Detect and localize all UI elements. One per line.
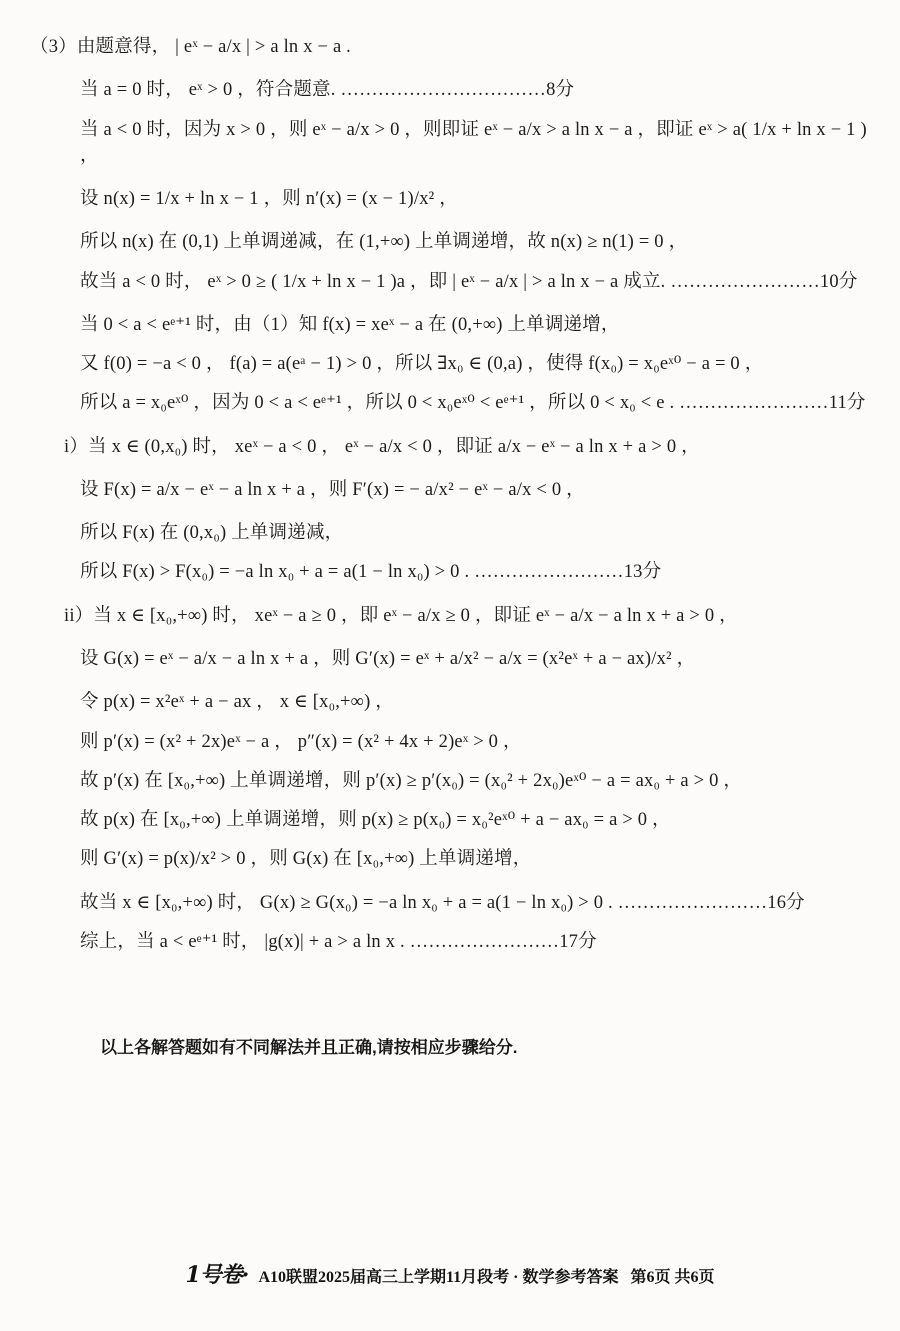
solution-line: 故 p(x) 在 [x₀,+∞) 上单调递增，则 p(x) ≥ p(x₀) = x₀²eˣ⁰ + a − ax₀ = a > 0 ， bbox=[80, 810, 671, 831]
brand-logo: 1号卷· bbox=[185, 1262, 249, 1288]
solution-line: 当 0 < a < eᵉ⁺¹ 时，由（1）知 f(x) = xeˣ − a 在 (0,+∞) 上单调递增， bbox=[80, 314, 620, 335]
solution-line: 所以 a = x₀eˣ⁰ ，因为 0 < a < eᵉ⁺¹ ，所以 0 < x₀eˣ⁰ < eᵉ⁺¹ ，所以 0 < x₀ < e . ……………………11分 bbox=[80, 393, 866, 414]
solution-line: 设 G(x) = eˣ − a/x − a ln x + a ，则 G′(x) = eˣ + a/x² − a/x = (x²eˣ + a − ax)/x² ， bbox=[80, 648, 696, 669]
solution-line: 又 f(0) = −a < 0 ， f(a) = a(eᵃ − 1) > 0 ，所以 ∃x₀ ∈ (0,a) ，使得 f(x₀) = x₀eˣ⁰ − a = 0 ， bbox=[80, 354, 764, 375]
solution-line: 当 a < 0 时，因为 x > 0 ，则 eˣ − a/x > 0 ，则即证 eˣ − a/x > a ln x − a ，即证 eˣ > a( 1/x + ln x − 1 ) ， bbox=[80, 119, 867, 166]
solution-line: 所以 n(x) 在 (0,1) 上单调递减，在 (1,+∞) 上单调递增，故 n(x) ≥ n(1) = 0 ， bbox=[80, 232, 688, 253]
solution-line: 当 a = 0 时， eˣ > 0 ，符合题意. ……………………………8分 bbox=[80, 80, 575, 101]
solution-line: 故当 a < 0 时， eˣ > 0 ≥ ( 1/x + ln x − 1 )a ，即 | eˣ − a/x | > a ln x − a 成立. ……………………10分 bbox=[80, 271, 858, 292]
solution-line: 故当 x ∈ [x₀,+∞) 时， G(x) ≥ G(x₀) = −a ln x₀ + a = a(1 − ln x₀) > 0 . ……………………16分 bbox=[80, 892, 805, 913]
solution-line: i）当 x ∈ (0,x₀) 时， xeˣ − a < 0 ， eˣ − a/x < 0 ，即证 a/x − eˣ − a ln x + a > 0 ， bbox=[64, 436, 700, 457]
solution-line: （3）由题意得， | eˣ − a/x | > a ln x − a . bbox=[30, 37, 352, 57]
page-footer bbox=[0, 1258, 900, 1289]
solution-line: 设 n(x) = 1/x + ln x − 1 ，则 n′(x) = (x − 1)/x² ， bbox=[80, 189, 458, 210]
solution-content bbox=[30, 34, 872, 968]
solution-line: 所以 F(x) 在 (0,x₀) 上单调递减， bbox=[80, 523, 344, 544]
solution-line: 则 p′(x) = (x² + 2x)eˣ − a ， p″(x) = (x² + 4x + 2)eˣ > 0 ， bbox=[80, 731, 522, 752]
solution-line: 所以 F(x) > F(x₀) = −a ln x₀ + a = a(1 − ln x₀) > 0 . ……………………13分 bbox=[80, 562, 662, 583]
solution-line: 故 p′(x) 在 [x₀,+∞) 上单调递增，则 p′(x) ≥ p′(x₀) = (x₀² + 2x₀)eˣ⁰ − a = ax₀ + a > 0 ， bbox=[80, 770, 743, 791]
footer-title: A10联盟2025届高三上学期11月段考 · 数学参考答案 bbox=[258, 1269, 619, 1286]
solution-line: 则 G′(x) = p(x)/x² > 0 ，则 G(x) 在 [x₀,+∞) 上单调递增， bbox=[80, 849, 532, 870]
solution-line: 综上，当 a < eᵉ⁺¹ 时， |g(x)| + a > a ln x . ……………………17分 bbox=[80, 931, 597, 952]
footer-page-number: 第6页 共6页 bbox=[630, 1269, 715, 1286]
solution-line: 令 p(x) = x²eˣ + a − ax ， x ∈ [x₀,+∞) ， bbox=[80, 692, 394, 713]
solution-line: ii）当 x ∈ [x₀,+∞) 时， xeˣ − a ≥ 0 ，即 eˣ − a/x ≥ 0 ，即证 eˣ − a/x − a ln x + a > 0 ， bbox=[64, 605, 738, 626]
grading-note: 以上各解答题如有不同解法并且正确,请按相应步骤给分. bbox=[100, 1038, 518, 1057]
solution-line: 设 F(x) = a/x − eˣ − a ln x + a ，则 F′(x) = − a/x² − eˣ − a/x < 0 ， bbox=[80, 479, 585, 500]
